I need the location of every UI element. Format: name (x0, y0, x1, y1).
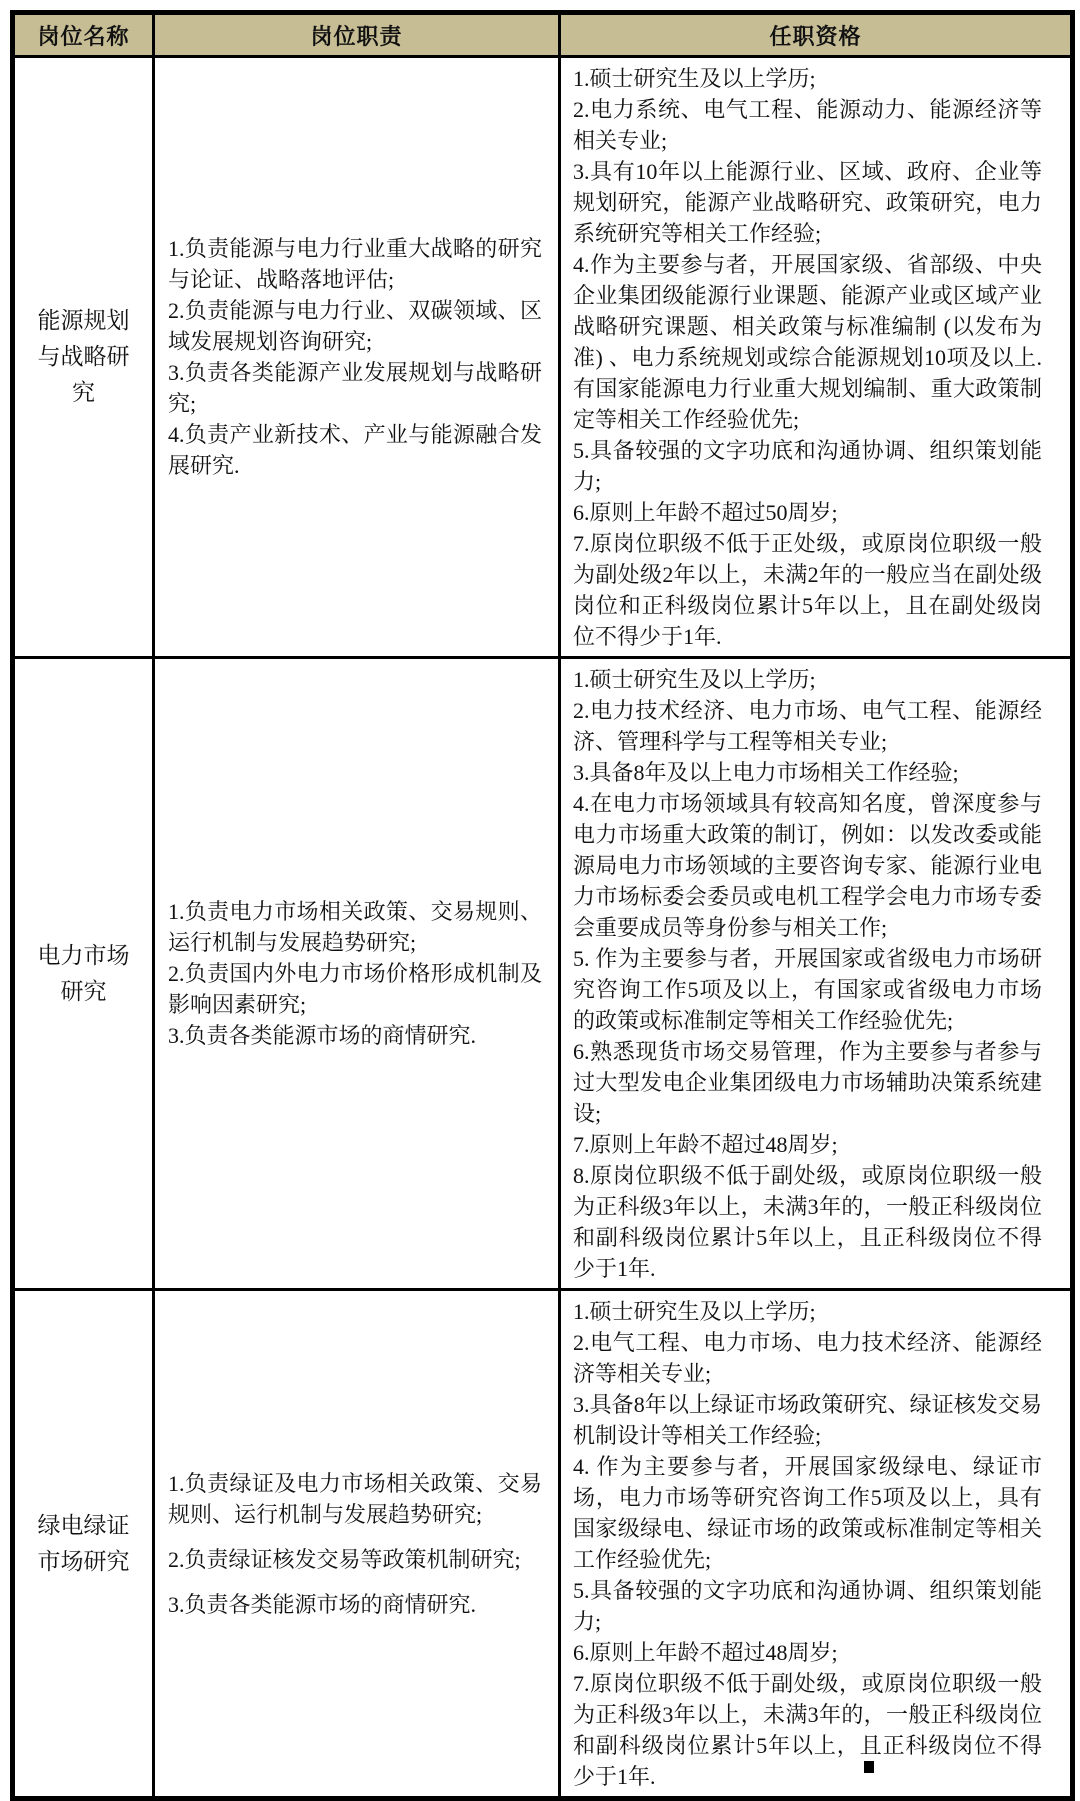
position-name: 电力市场研究 (13, 658, 154, 1290)
qualification-item: 1.硕士研究生及以上学历; (573, 1299, 816, 1324)
table-row (13, 57, 1073, 658)
table-row (13, 1290, 1073, 1799)
duty-item: 3.负责各类能源市场的商情研究. (168, 1591, 477, 1617)
qualification-item: 6.原则上年龄不超过48周岁; (573, 1640, 838, 1665)
duty-item: 2.负责绿证核发交易等政策机制研究; (168, 1546, 521, 1572)
duty-item: 1.负责绿证及电力市场相关政策、交易规则、运行机制与发展趋势研究; (168, 1470, 542, 1527)
qualification-item: 4. 作为主要参与者，开展国家级绿电、绿证市场，电力市场等研究咨询工作5项及以上，具有国家级绿电、绿证市场的政策或标准制定等相关工作经验优先; (573, 1454, 1042, 1572)
qualification-item: 4.作为主要参与者，开展国家级、省部级、中央企业集团级能源行业课题、能源产业或区域产业战略研究课题、相关政策与标准编制 (以发布为准) 、电力系统规划或综合能源规划10项及以上. 有国家能源电力行业重大规划编制、重大政策制定等相关工作经验优先; (573, 252, 1042, 432)
duty-item: 1.负责能源与电力行业重大战略的研究与论证、战略落地评估; (168, 236, 542, 292)
qualifications-cell (560, 1290, 1073, 1799)
qualification-item: 2.电力系统、电气工程、能源动力、能源经济等相关专业; (573, 97, 1042, 153)
duties-cell (154, 658, 560, 1290)
qualification-item: 7.原岗位职级不低于正处级，或原岗位职级一般为副处级2年以上，未满2年的一般应当在副处级岗位和正科级岗位累计5年以上，且在副处级岗位不得少于1年. (573, 531, 1042, 649)
qualification-item: 7.原岗位职级不低于副处级，或原岗位职级一般为正科级3年以上，未满3年的，一般正科级岗位和副科级岗位累计5年以上，且正科级岗位不得少于1年. (573, 1671, 1042, 1789)
qualification-item: 3.具备8年及以上电力市场相关工作经验; (573, 760, 959, 785)
qualification-item: 2.电力技术经济、电力市场、电气工程、能源经济、管理科学与工程等相关专业; (573, 698, 1042, 754)
qualification-item: 5. 作为主要参与者，开展国家或省级电力市场研究咨询工作5项及以上，有国家或省级电力市场的政策或标准制定等相关工作经验优先; (573, 946, 1042, 1033)
column-header-position: 岗位名称 (13, 13, 154, 57)
qualification-item: 6.原则上年龄不超过50周岁; (573, 500, 838, 525)
qualification-item: 7.原则上年龄不超过48周岁; (573, 1132, 838, 1157)
job-positions-table (10, 10, 1075, 1801)
duty-item: 3.负责各类能源产业发展规划与战略研究; (168, 360, 542, 416)
duties-cell (154, 1290, 560, 1799)
qualification-item: 5.具备较强的文字功底和沟通协调、组织策划能力; (573, 1578, 1042, 1634)
duty-item: 2.负责能源与电力行业、双碳领域、区域发展规划咨询研究; (168, 298, 542, 354)
qualifications-cell (560, 658, 1073, 1290)
header-row (13, 13, 1073, 57)
qualification-item: 3.具有10年以上能源行业、区域、政府、企业等规划研究，能源产业战略研究、政策研究，电力系统研究等相关工作经验; (573, 159, 1042, 246)
duty-item: 2.负责国内外电力市场价格形成机制及影响因素研究; (168, 961, 542, 1017)
qualifications-cell (560, 57, 1073, 658)
qualification-item: 3.具备8年以上绿证市场政策研究、绿证核发交易机制设计等相关工作经验; (573, 1392, 1042, 1448)
qualification-item: 5.具备较强的文字功底和沟通协调、组织策划能力; (573, 438, 1042, 494)
duty-item: 4.负责产业新技术、产业与能源融合发展研究. (168, 422, 542, 478)
qualification-item: 2.电气工程、电力市场、电力技术经济、能源经济等相关专业; (573, 1330, 1042, 1386)
column-header-qualifications: 任职资格 (560, 13, 1073, 57)
qualification-item: 1.硕士研究生及以上学历; (573, 667, 816, 692)
position-name: 能源规划与战略研究 (13, 57, 154, 658)
duties-cell (154, 57, 560, 658)
qualification-item: 6.熟悉现货市场交易管理，作为主要参与者参与过大型发电企业集团级电力市场辅助决策系统建设; (573, 1039, 1042, 1126)
duty-item: 1.负责电力市场相关政策、交易规则、运行机制与发展趋势研究; (168, 899, 542, 955)
qualification-item: 1.硕士研究生及以上学历; (573, 66, 816, 91)
position-name: 绿电绿证市场研究 (13, 1290, 154, 1799)
column-header-duties: 岗位职责 (154, 13, 560, 57)
table-row (13, 658, 1073, 1290)
page-artifact-mark (864, 1761, 874, 1773)
duty-item: 3.负责各类能源市场的商情研究. (168, 1023, 477, 1048)
qualification-item: 4.在电力市场领域具有较高知名度，曾深度参与电力市场重大政策的制订，例如：以发改委或能源局电力市场领域的主要咨询专家、能源行业电力市场标委会委员或电机工程学会电力市场专委会重要成员等身份参与相关工作; (573, 791, 1042, 940)
qualification-item: 8.原岗位职级不低于副处级，或原岗位职级一般为正科级3年以上，未满3年的，一般正科级岗位和副科级岗位累计5年以上，且正科级岗位不得少于1年. (573, 1163, 1042, 1281)
